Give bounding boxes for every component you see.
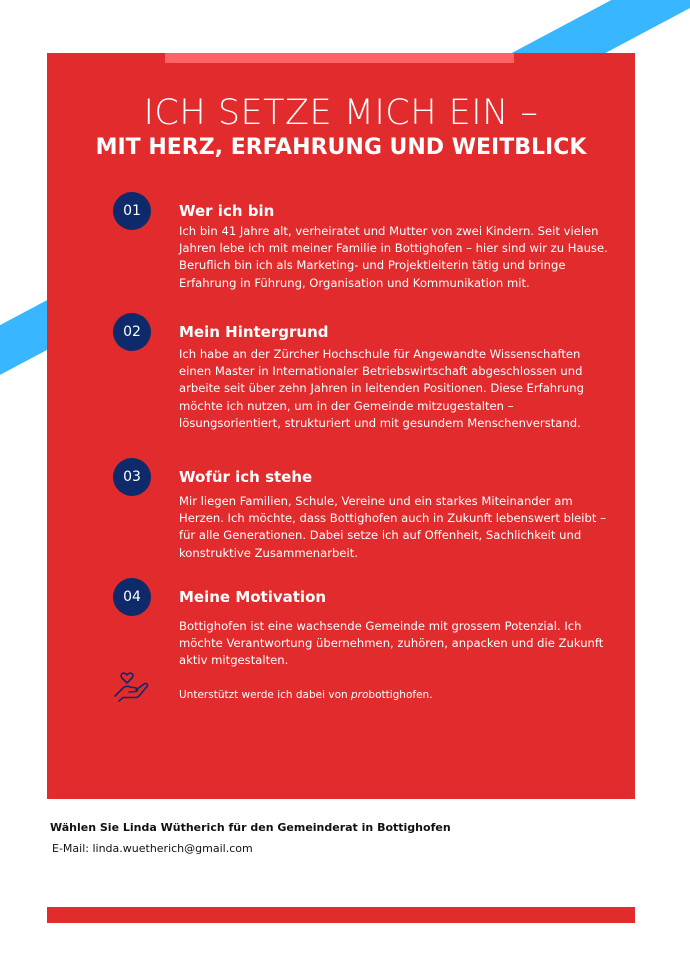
content-card: [47, 53, 635, 799]
section-body: Mir liegen Familien, Schule, Vereine und ein starkes Miteinander am Herzen. Ich möchte, dass Bottighofen auch in Zukunft lebenswert bleibt – für alle Generationen. Dabei setze ich auf Offenheit, Sachlichkeit und konstruktive Zusammenarbeit.: [179, 494, 606, 560]
section-body: Ich bin 41 Jahre alt, verheiratet und Mutter von zwei Kindern. Seit vielen Jahren lebe ich mit meiner Familie in Bottighofen – hier sind wir zu Hause. Beruflich bin ich als Marketing- und Projektleiterin tätig und bringe Erfahrung in Führung, Organisation und Kommunikation mit.: [179, 224, 608, 290]
footer-email: E-Mail: linda.wuetherich@gmail.com: [52, 842, 253, 855]
section-number-badge: 03: [113, 458, 151, 496]
heart-hand-icon: [112, 666, 152, 706]
footer-red-bar: [47, 907, 635, 923]
section-number-badge: 02: [113, 313, 151, 351]
section-number-badge: 01: [113, 192, 151, 230]
section-title: Meine Motivation: [179, 588, 327, 606]
headline-line1: ICH SETZE MICH EIN –: [143, 93, 539, 133]
brand-rest: bottighofen.: [368, 689, 433, 701]
section-title: Mein Hintergrund: [179, 323, 329, 341]
top-accent-tab: [165, 53, 514, 63]
footer-call-to-vote: Wählen Sie Linda Wütherich für den Gemeinderat in Bottighofen: [50, 821, 451, 834]
section-body: Bottighofen ist eine wachsende Gemeinde mit grossem Potenzial. Ich möchte Verantwortung übernehmen, zuhören, anpacken und die Zukunft aktiv mitgestalten.: [179, 619, 604, 668]
brand-pro: pro: [351, 689, 369, 701]
section-title: Wer ich bin: [179, 202, 275, 220]
section-title: Wofür ich stehe: [179, 468, 313, 486]
support-note: [179, 689, 433, 701]
headline-line2: MIT HERZ, ERFAHRUNG UND WEITBLICK: [95, 135, 587, 160]
section-number-badge: 04: [113, 578, 151, 616]
section-body: Ich habe an der Zürcher Hochschule für Angewandte Wissenschaften einen Master in Internationaler Betriebswirtschaft abgeschlossen und arbeite seit über zehn Jahren in leitenden Positionen. Diese Erfahrung möchte ich nutzen, um in der Gemeinde mitzugestalten – lösungsorientiert, strukturiert und mit gesundem Menschenverstand.: [179, 347, 584, 430]
support-prefix: Unterstützt werde ich dabei von: [179, 689, 351, 701]
